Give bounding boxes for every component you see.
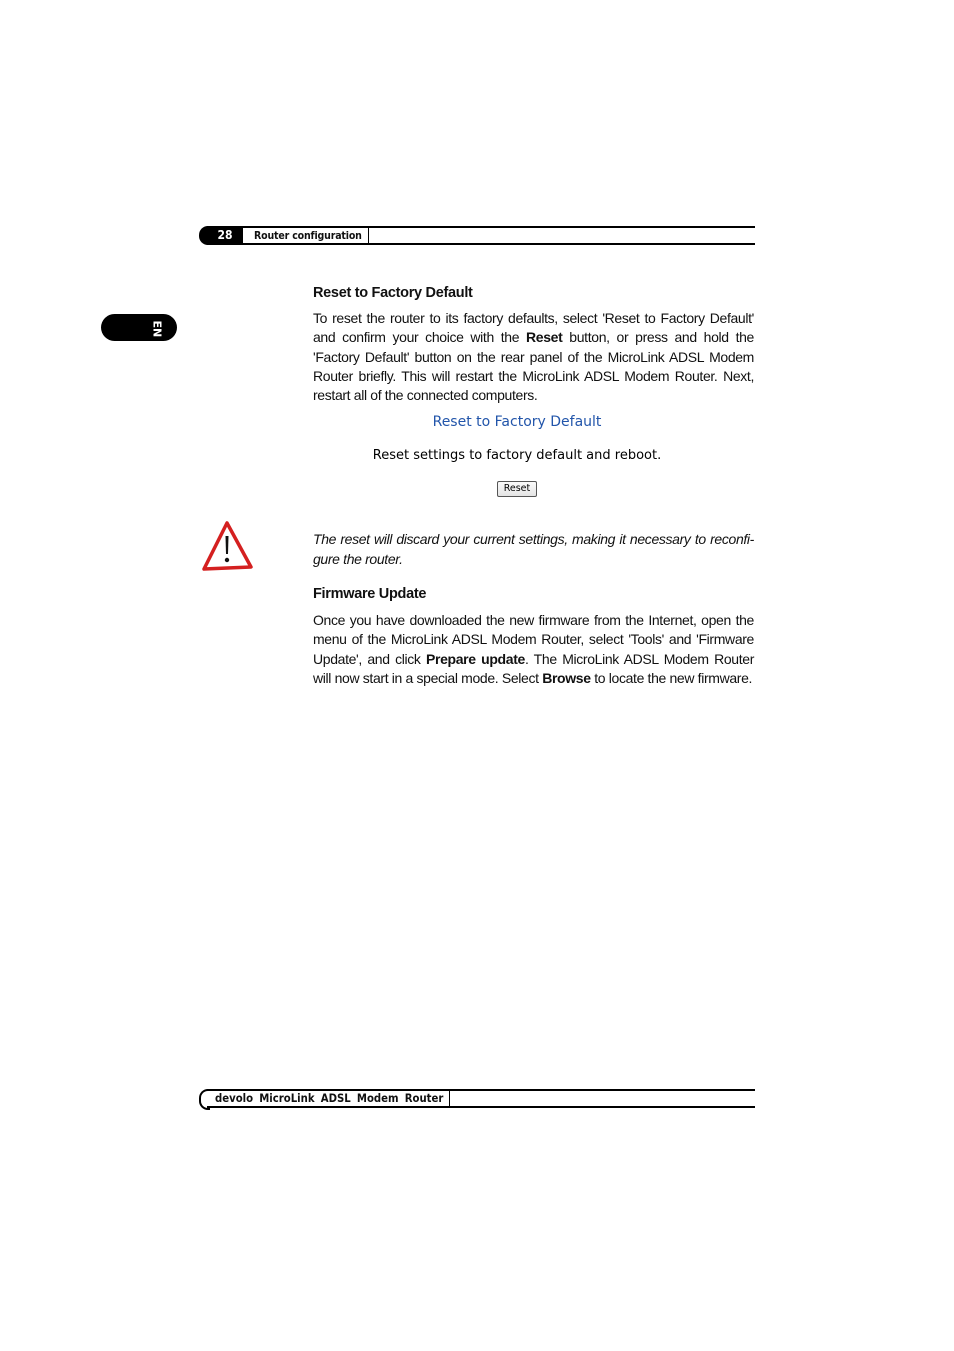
panel-title: Reset to Factory Default — [432, 414, 602, 430]
reset-paragraph-part2: button, or press and hold the 'Factory Default' button on the rear panel of the MicroLink ADSL Modem Router briefly. This will restart the MicroLink ADSL Modem Router. Next, restart all of the connected computers. — [313, 329, 754, 404]
footer-product-name: devolo MicroLink ADSL Modem Router — [215, 1091, 444, 1105]
language-tab — [101, 314, 177, 341]
reset-paragraph-part1: To reset the router to its factory defaults, select 'Reset to Factory Default' and confirm your choice with the — [313, 310, 754, 346]
header-rule-bottom — [207, 243, 755, 245]
page-header — [199, 226, 755, 245]
firmware-paragraph-part1: Once you have downloaded the new firmware from the Internet, open the menu of the MicroLink ADSL Modem Router, select 'Tools' and 'Firmware Update', and click — [313, 612, 754, 667]
section-title: Router configuration — [254, 229, 362, 242]
warning-triangle-icon — [200, 520, 254, 571]
firmware-heading: Firmware Update — [313, 586, 427, 602]
reset-bold-term: Reset — [526, 329, 563, 346]
panel-description: Reset settings to factory default and reboot. — [372, 448, 662, 463]
firmware-paragraph — [313, 611, 754, 688]
firmware-bold-prepare: Prepare update — [426, 650, 525, 667]
reset-paragraph — [313, 309, 754, 405]
reset-button[interactable]: Reset — [497, 481, 537, 497]
reset-heading: Reset to Factory Default — [313, 285, 473, 301]
footer-divider — [449, 1091, 450, 1106]
firmware-bold-browse: Browse — [542, 669, 591, 686]
warning-text: The reset will discard your current settings, making it necessary to reconfi- gure the router. — [313, 531, 754, 567]
page-number: 28 — [207, 228, 243, 243]
firmware-paragraph-part2: . The MicroLink ADSL Modem Router will now start in a special mode. Select — [313, 650, 755, 686]
footer-rule-bottom — [207, 1106, 755, 1108]
header-divider — [368, 228, 369, 243]
page-footer — [199, 1089, 755, 1108]
language-label: EN — [150, 320, 164, 338]
firmware-paragraph-part3: to locate the new firmware. — [590, 669, 753, 686]
